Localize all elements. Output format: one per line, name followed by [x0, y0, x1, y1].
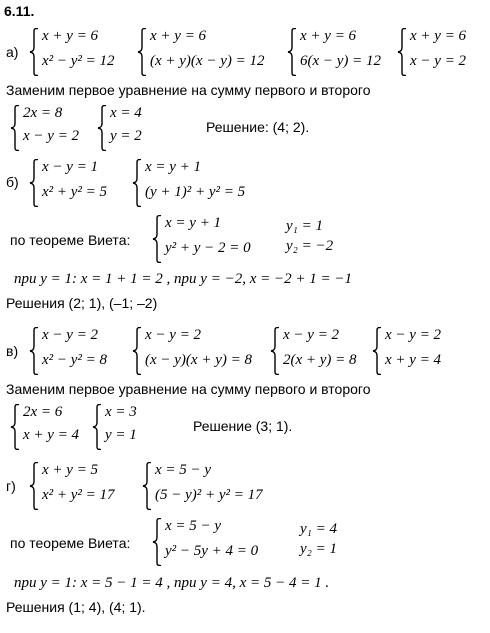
exercise-number: 6.11. — [4, 3, 35, 19]
brace-icon — [132, 327, 143, 375]
brace-icon — [29, 462, 40, 510]
brace-icon — [97, 105, 108, 151]
eq-line: x = y + 1 — [165, 215, 222, 231]
eq-line: x = 3 — [105, 404, 137, 420]
eq-line: x = y + 1 — [145, 159, 202, 175]
part-b-answer: Решения (2; 1), (–1; –2) — [6, 295, 158, 311]
brace-icon — [132, 159, 143, 207]
part-a-answer: Решение: (4; 2). — [206, 119, 310, 135]
brace-icon — [372, 327, 383, 375]
part-d-root-2: y₂ = 1 — [300, 541, 337, 557]
brace-icon — [270, 327, 281, 375]
part-b-vieta-label: по теореме Виета: — [10, 232, 131, 248]
eq-line: 6(x − y) = 12 — [300, 53, 382, 69]
part-c-note: Заменим первое уравнение на сумму первого и второго — [6, 381, 371, 397]
eq-line: y = 1 — [105, 427, 137, 443]
eq-line: x + y = 4 — [23, 427, 80, 443]
part-d-root-1: y₁ = 4 — [300, 521, 337, 537]
part-b-label: б) — [6, 174, 19, 190]
part-d-vieta-label: по теореме Виета: — [10, 535, 131, 551]
brace-icon — [29, 159, 40, 207]
eq-line: (x − y)(x + y) = 8 — [145, 352, 252, 368]
part-b-root-2: y₂ = −2 — [286, 238, 334, 254]
eq-line: x = 4 — [110, 105, 142, 121]
eq-line: x + y = 6 — [410, 28, 467, 44]
eq-line: x² + y² = 17 — [42, 487, 115, 503]
eq-line: x = 5 − y — [165, 518, 222, 534]
brace-icon — [10, 404, 21, 450]
brace-icon — [287, 28, 298, 76]
eq-line: y² − 5y + 4 = 0 — [165, 543, 259, 559]
part-a-note: Заменим первое уравнение на сумму первого и второго — [6, 82, 371, 98]
eq-line: y² + y − 2 = 0 — [165, 240, 251, 256]
eq-line: x² − y² = 8 — [42, 352, 108, 368]
eq-line: x − y = 1 — [42, 159, 99, 175]
eq-line: (y + 1)² + y² = 5 — [145, 184, 246, 200]
eq-line: 2x = 8 — [23, 105, 63, 121]
brace-icon — [92, 404, 103, 450]
eq-line: x − y = 2 — [385, 327, 442, 343]
eq-line: x² − y² = 12 — [42, 53, 115, 69]
part-c-label: в) — [6, 343, 19, 359]
part-b-substitution: при y = 1: x = 1 + 1 = 2 , при y = −2, x = −2 + 1 = −1 — [14, 271, 352, 287]
part-d-label: г) — [6, 478, 16, 494]
eq-line: x + y = 6 — [42, 28, 99, 44]
brace-icon — [29, 28, 40, 76]
part-d-answer: Решения (1; 4), (4; 1). — [6, 599, 146, 615]
brace-icon — [152, 518, 163, 566]
eq-line: (5 − y)² + y² = 17 — [155, 487, 263, 503]
brace-icon — [397, 28, 408, 76]
eq-line: y = 2 — [110, 128, 142, 144]
eq-line: x² + y² = 5 — [42, 184, 108, 200]
brace-icon — [142, 462, 153, 510]
part-a-label: а) — [6, 44, 19, 60]
eq-line: x + y = 6 — [150, 28, 207, 44]
eq-line: (x + y)(x − y) = 12 — [150, 53, 265, 69]
eq-line: x − y = 2 — [283, 327, 340, 343]
eq-line: x = 5 − y — [155, 462, 212, 478]
brace-icon — [137, 28, 148, 76]
brace-icon — [152, 215, 163, 263]
eq-line: x − y = 2 — [410, 53, 467, 69]
part-d-substitution: при y = 1: x = 5 − 1 = 4 , при y = 4, x = 5 − 4 = 1 . — [14, 575, 330, 591]
eq-line: x + y = 6 — [300, 28, 357, 44]
eq-line: x − y = 2 — [145, 327, 202, 343]
part-b-root-1: y₁ = 1 — [286, 218, 323, 234]
eq-line: x + y = 4 — [385, 352, 442, 368]
brace-icon — [29, 327, 40, 375]
eq-line: x − y = 2 — [42, 327, 99, 343]
eq-line: 2x = 6 — [23, 404, 63, 420]
eq-line: x + y = 5 — [42, 462, 99, 478]
part-c-answer: Решение (3; 1). — [193, 418, 293, 434]
eq-line: 2(x + y) = 8 — [283, 352, 357, 368]
eq-line: x − y = 2 — [23, 128, 80, 144]
brace-icon — [10, 105, 21, 151]
